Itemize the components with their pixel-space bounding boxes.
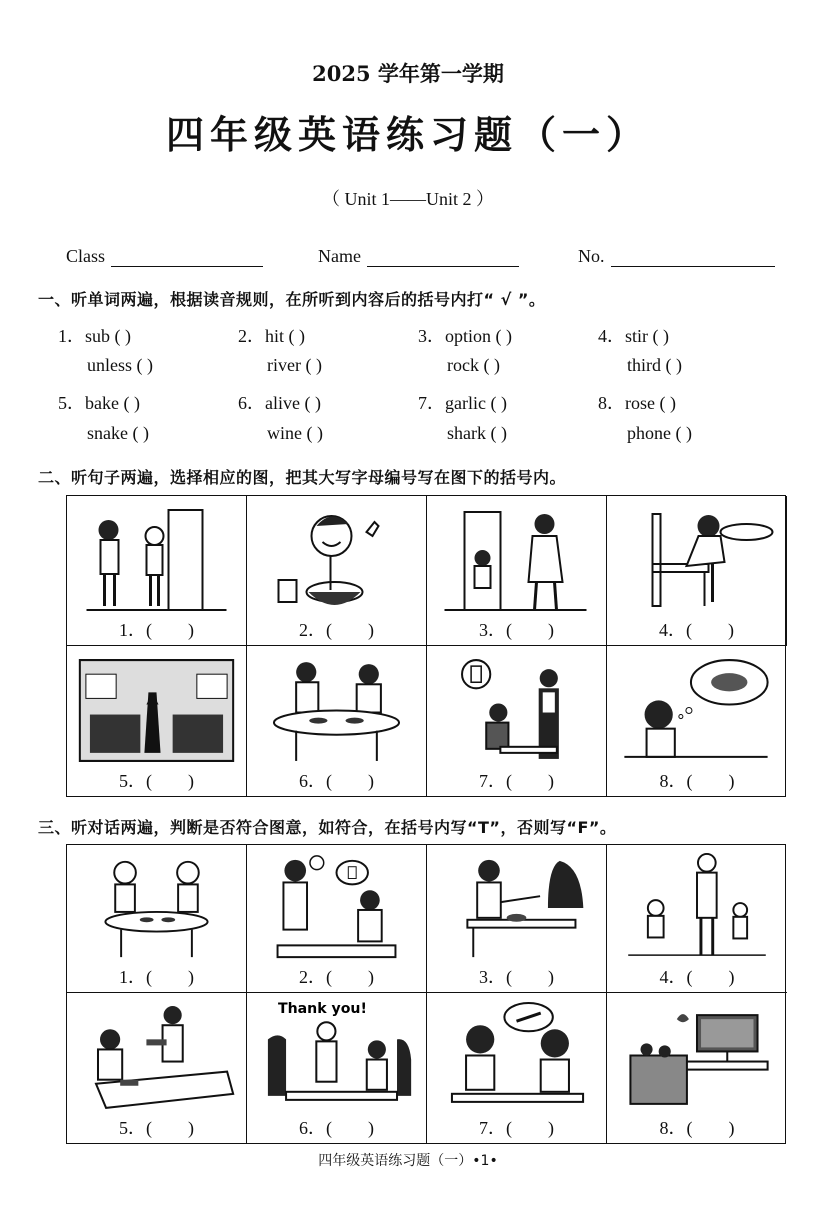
number-label: No. [578,246,605,266]
term-title: 2025 学年第一学期 [312,61,504,86]
boy-thinking-food-icon [613,652,781,768]
answer-blank[interactable]: 7．( ) [479,771,554,791]
section3-cell-6 [247,993,427,1143]
section2-cell-7 [427,646,607,796]
word-item[interactable]: 5．bake ( ) [58,393,140,413]
word-item[interactable]: snake ( ) [87,423,149,443]
section2-cell-1 [67,496,247,646]
section2-cell-8 [607,646,787,796]
answer-blank[interactable]: 5．( ) [119,1118,194,1138]
answer-blank[interactable]: 8．( ) [659,1118,735,1138]
answer-blank[interactable]: 5．( ) [119,771,194,791]
answer-blank[interactable]: 1．( ) [119,967,194,987]
word-item[interactable]: phone ( ) [627,423,692,443]
door-knock-icon [73,502,240,617]
answer-blank[interactable]: 4．( ) [659,967,735,987]
mother-at-door-icon [433,502,600,617]
answer-blank[interactable]: 1．( ) [119,620,194,640]
word-item[interactable]: third ( ) [627,355,682,375]
page-title: 四年级英语练习题（一） [165,112,650,157]
name-label: Name [318,246,361,266]
unit-range: （ Unit 1——Unit 2 ） [321,189,494,209]
word-item[interactable]: shark ( ) [447,423,507,443]
section3-cell-2 [247,845,427,993]
answer-blank[interactable]: 8．( ) [659,771,735,791]
section3-cell-5 [67,993,247,1143]
class-blank[interactable] [111,247,263,267]
boys-pencil-icon [433,999,600,1115]
section2-picture-grid [66,495,786,797]
word-item[interactable]: rock ( ) [447,355,500,375]
word-item[interactable]: wine ( ) [267,423,323,443]
answer-blank[interactable]: 6．( ) [299,1118,374,1138]
thank-you-text: Thank you! [277,1001,367,1018]
section1-heading: 一、听单词两遍，根据读音规则，在所听到内容后的括号内打“ √ ”。 [38,290,546,309]
number-blank[interactable] [611,247,775,267]
student-tray-icon [73,999,240,1115]
word-item[interactable]: 4．stir ( ) [598,326,669,346]
word-item[interactable]: 2．hit ( ) [238,326,305,346]
section3-cell-8 [607,993,787,1143]
word-item[interactable]: 6．alive ( ) [238,393,321,413]
answer-blank[interactable]: 4．( ) [659,620,734,640]
word-item[interactable]: 8．rose ( ) [598,393,676,413]
class-field[interactable] [66,246,263,267]
word-item[interactable]: 3．option ( ) [418,326,512,346]
number-field[interactable] [578,246,775,267]
section2-cell-6 [247,646,427,796]
train-carriage-icon [73,652,240,768]
word-item[interactable]: 1．sub ( ) [58,326,131,346]
class-label: Class [66,246,106,266]
answer-blank[interactable]: 2．( ) [299,620,374,640]
answer-blank[interactable]: 7．( ) [479,1118,554,1138]
word-item[interactable]: unless ( ) [87,355,153,375]
answer-blank[interactable]: 6．( ) [299,771,374,791]
word-item[interactable]: 7．garlic ( ) [418,393,507,413]
group-thanks-icon [253,999,420,1115]
answer-blank[interactable]: 3．( ) [479,620,554,640]
children-dining-icon [73,851,240,964]
section2-cell-3 [427,496,607,646]
section3-cell-3 [427,845,607,993]
answer-blank[interactable]: 3．( ) [479,967,554,987]
section2-cell-5 [67,646,247,796]
section2-heading: 二、听句子两遍，选择相应的图，把其大写字母编号写在图下的括号内。 [38,468,567,487]
word-item[interactable]: river ( ) [267,355,322,375]
name-blank[interactable] [367,247,519,267]
boy-under-chair-icon [613,502,780,617]
boy-chopsticks-icon [433,851,600,964]
section3-cell-7 [427,993,607,1143]
dinner-table-icon [253,652,420,768]
section2-cell-4 [607,496,787,646]
waiter-restaurant-icon [433,652,600,768]
family-tv-icon [613,999,781,1115]
family-standing-icon [613,851,781,964]
section3-cell-1 [67,845,247,993]
section3-picture-grid [66,844,786,1144]
boy-eating-noodles-icon [253,502,420,617]
couple-drink-icon [253,851,420,964]
name-field[interactable] [318,246,519,267]
section3-heading: 三、听对话两遍，判断是否符合图意，如符合，在括号内写“T”，否则写“F”。 [38,818,617,837]
student-info-row [0,246,816,270]
section2-cell-2 [247,496,427,646]
section3-cell-4 [607,845,787,993]
answer-blank[interactable]: 2．( ) [299,967,374,987]
page-footer: 四年级英语练习题（一）•1• [318,1153,498,1169]
